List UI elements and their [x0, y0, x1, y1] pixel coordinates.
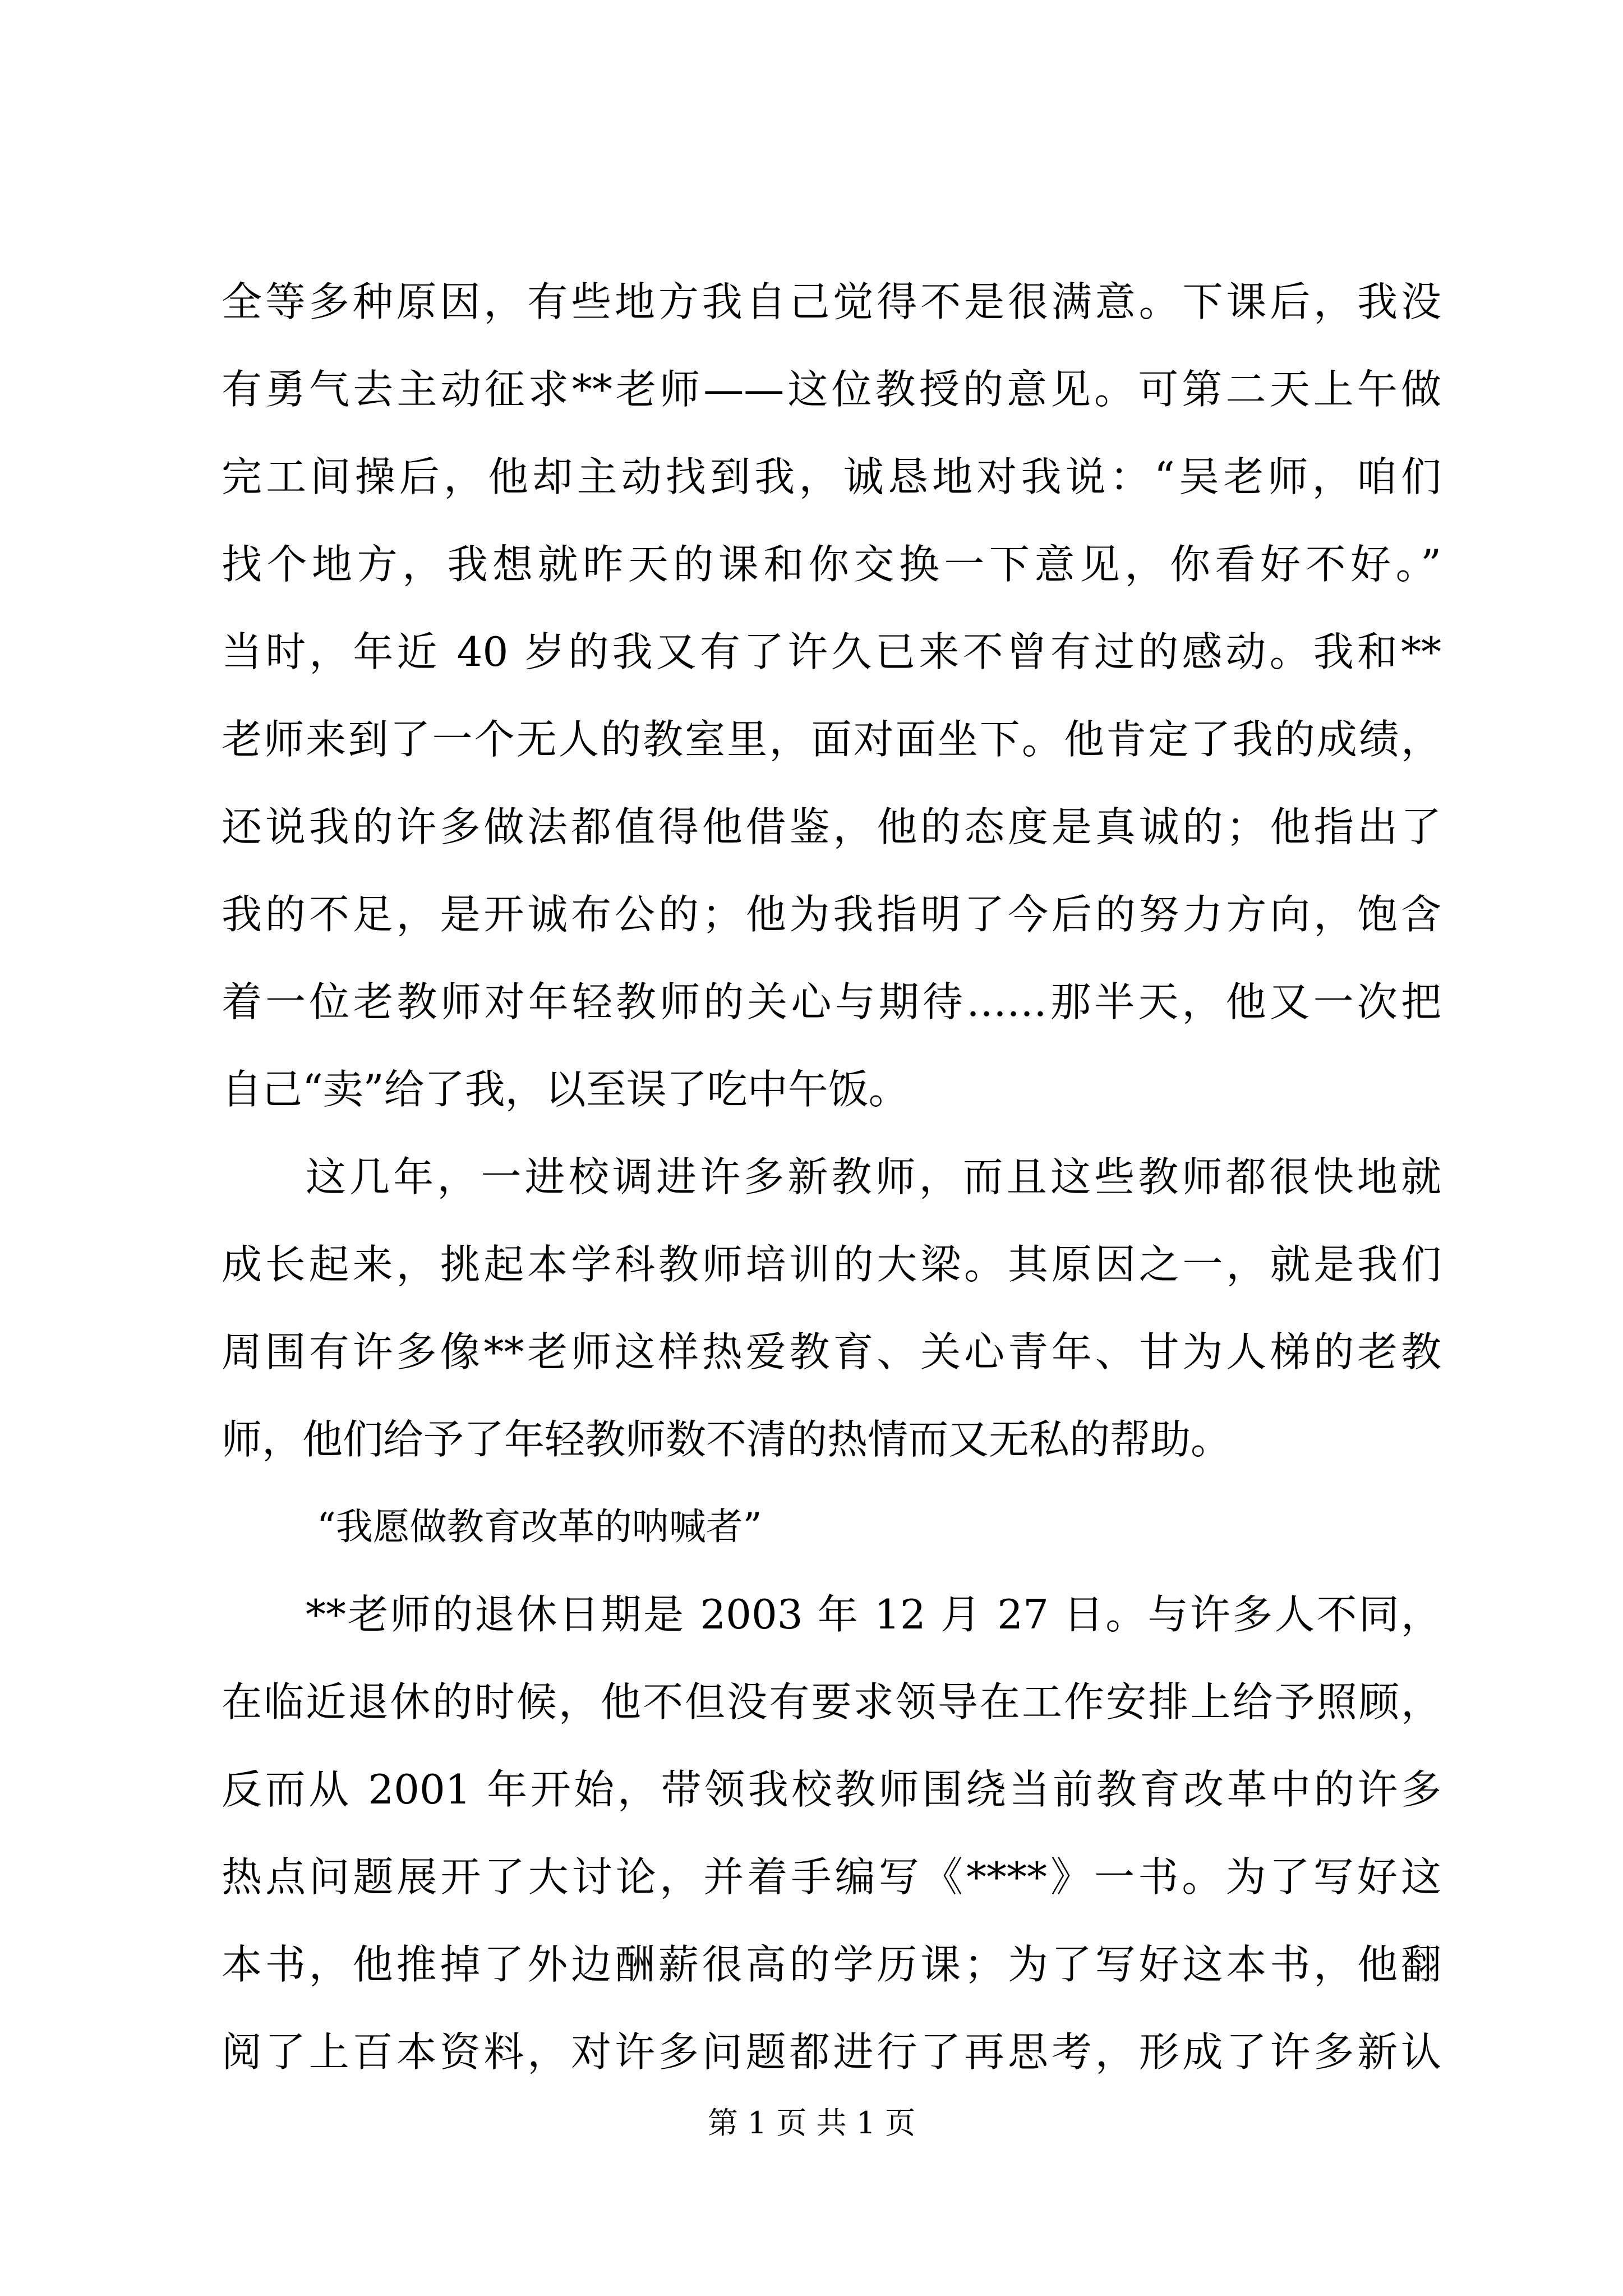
page-footer [0, 2101, 1623, 2146]
text-line: 周围有许多像**老师这样热爱教育、关心青年、甘为人梯的老教 [222, 1328, 1441, 1375]
text-line: 成长起来，挑起本学科教师培训的大梁。其原因之一，就是我们 [222, 1241, 1441, 1288]
text-line: 当时，年近 40 岁的我又有了许久已来不曾有过的感动。我和** [222, 628, 1441, 675]
text-line: 全等多种原因，有些地方我自己觉得不是很满意。下课后，我没 [222, 278, 1441, 325]
text-line: 找个地方，我想就昨天的课和你交换一下意见，你看好不好。” [222, 541, 1441, 588]
section-heading-block [222, 1483, 1441, 1571]
text-line: 本书，他推掉了外边酬薪很高的学历课；为了写好这本书，他翻 [222, 1941, 1441, 1988]
text-line: 有勇气去主动征求**老师——这位教授的意见。可第二天上午做 [222, 366, 1441, 413]
document-body [222, 258, 1441, 2096]
text-line: 还说我的许多做法都值得他借鉴，他的态度是真诚的；他指出了 [222, 803, 1441, 850]
section-heading: “我愿做教育改革的呐喊者” [317, 1505, 762, 1548]
text-line: 在临近退休的时候，他不但没有要求领导在工作安排上给予照顾， [222, 1678, 1441, 1726]
text-line: 自己“卖”给了我，以至误了吃中午饭。 [222, 1066, 909, 1113]
text-line: 完工间操后，他却主动找到我，诚恳地对我说：“吴老师，咱们 [222, 453, 1441, 500]
paragraph-2 [222, 1133, 1441, 1483]
text-line: 阅了上百本资料，对许多问题都进行了再思考，形成了许多新认 [222, 2028, 1441, 2076]
text-line: 老师来到了一个无人的教室里，面对面坐下。他肯定了我的成绩， [222, 716, 1441, 763]
paragraph-3 [222, 1571, 1441, 2096]
text-line: 反而从 2001 年开始，带领我校教师围绕当前教育改革中的许多 [222, 1766, 1441, 1813]
page-number-label: 第 1 页 共 1 页 [707, 2105, 916, 2141]
text-line: **老师的退休日期是 2003 年 12 月 27 日。与许多人不同， [306, 1591, 1441, 1638]
text-line: 我的不足，是开诚布公的；他为我指明了今后的努力方向，饱含 [222, 891, 1441, 938]
text-line: 热点问题展开了大讨论，并着手编写《****》一书。为了写好这 [222, 1853, 1441, 1901]
text-line: 这几年，一进校调进许多新教师，而且这些教师都很快地就 [306, 1153, 1441, 1200]
paragraph-1 [222, 258, 1441, 1133]
text-line: 师，他们给予了年轻教师数不清的热情而又无私的帮助。 [222, 1416, 1232, 1463]
text-line: 着一位老教师对年轻教师的关心与期待……那半天，他又一次把 [222, 978, 1441, 1025]
